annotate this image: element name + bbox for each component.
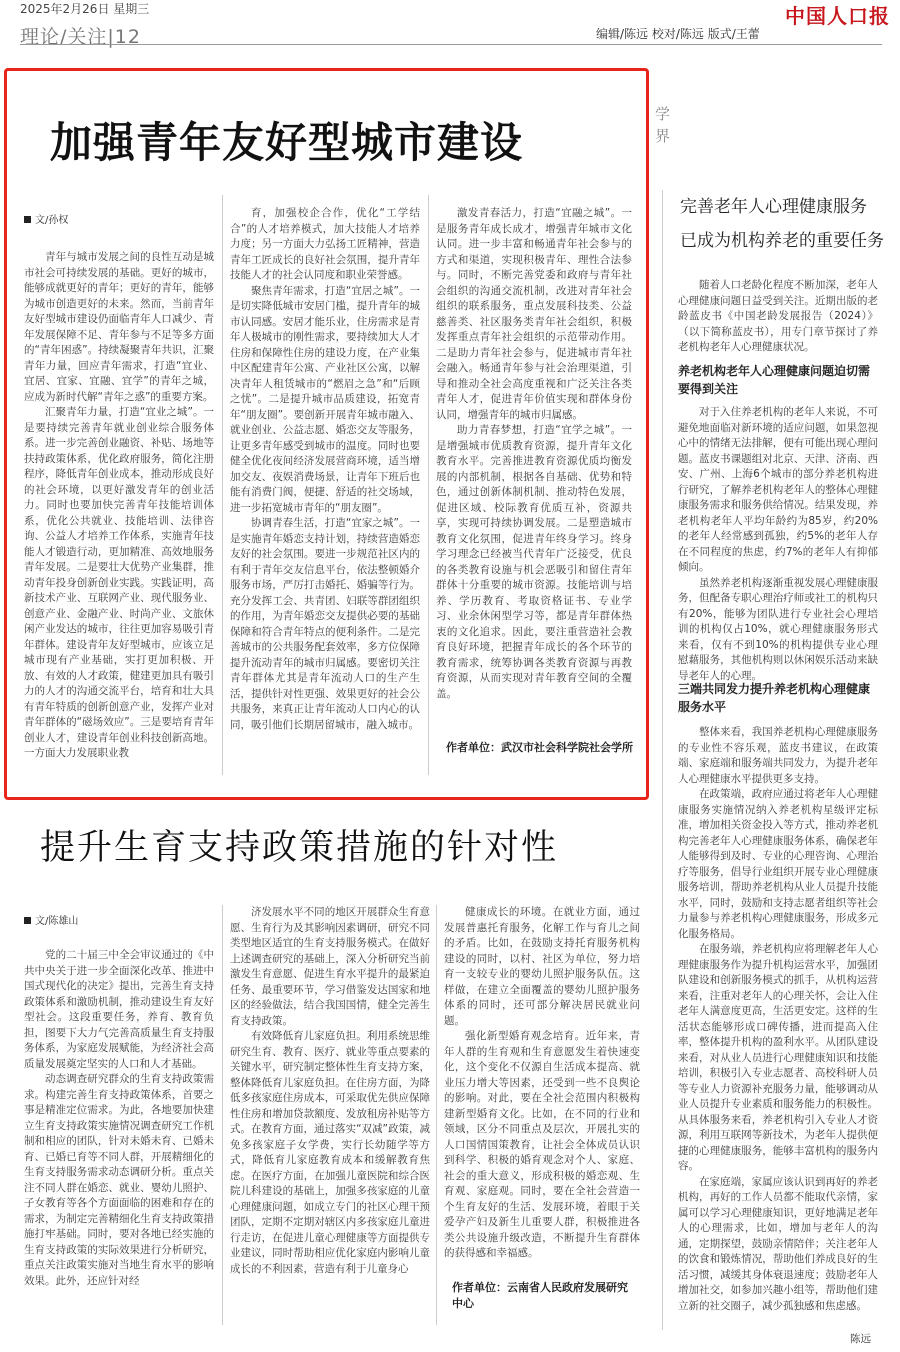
column-divider (436, 905, 437, 1325)
sidebar-subheading-2: 三端共同发力提升养老机构心理健康服务水平 (678, 682, 871, 714)
sidebar-intro (678, 278, 878, 353)
sidebar-title-line: 完善老年人心理健康服务 (680, 197, 867, 217)
article1-column-3 (436, 206, 632, 734)
paragraph: 协调青春生活，打造“宜家之城”。一是实施青年婚恋支持计划，持续营造婚恋友好的社会氛围。要进一步规范社区内的有利于青年交友信息平台，依法整顿婚介服务市场，严厉打击婚托、婚骗等行为。充分发挥工会、共青团、妇联等群团组织的作用，为青年婚恋交友提供必要的基础保障和符合青年特点的便利条件。二是完善城市的公共服务配套效率，多方位保障提升流动青年的城市归属感。要密切关注青年群体尤其是青年流动人口的生产生活，提供针对性更强、效果更好的社会公共服务，来真正让青年流动人口内心的认同，吸引他们长期居留城市，融入城市。 (230, 517, 420, 731)
paragraph: 在家庭端，家属应该认识到再好的养老机构，再好的工作人员都不能取代亲情，家属可以学习心理健康知识，更好地满足老年人的心理需求，比如，增加与老年人的沟通，定期探望，鼓励亲情陪伴；关注老年人的饮食和锻炼情况，帮助他们养成良好的生活习惯，减缓其身体衰退速度；鼓励老年人增加社交，如参加兴趣小组等，帮助他们建立新的社交圈子，减少孤独感和焦虑感。 (678, 1175, 878, 1312)
article1-affiliation: 作者单位：武汉市社会科学院社会学所 (446, 741, 633, 754)
article2-byline (24, 912, 78, 927)
sidebar-signature: 陈远 (850, 1333, 871, 1345)
article2-column-1 (24, 948, 214, 1324)
sidebar-divider (662, 190, 663, 1330)
issue-date: 2025年2月26日 星期三 (20, 2, 150, 16)
header-divider (20, 44, 882, 45)
column-divider (222, 195, 223, 775)
article2-title: 提升生育支持政策措施的针对性 (40, 828, 559, 868)
sidebar-section-1 (678, 405, 878, 682)
newspaper-logo: 中国人口报 (785, 4, 890, 28)
paragraph: 对于入住养老机构的老年人来说，不可避免地面临对新环境的适应问题，如果忽视心中的情绪无法排解，便有可能出现心理问题。蓝皮书课题组对北京、天津、济南、西安、广州、上海6个城市的部分养老机构进行研究，了解养老机构老年人的整体心理健康服务需求和服务供给情况。结果发现，养老机构老年人平均年龄约为85岁，约20%的老年人经常感到孤独，约5%的老年人存在不同程度的焦虑，约7%的老年人有抑郁倾向。 (678, 406, 878, 573)
article1-column-1 (24, 250, 214, 780)
column-divider (222, 905, 223, 1325)
sidebar-title (680, 190, 884, 258)
article1-title: 加强青年友好型城市建设 (50, 118, 524, 167)
paragraph: 随着人口老龄化程度不断加深，老年人心理健康问题日益受到关注。近期出版的老龄蓝皮书《中国老龄发展报告（2024）》（以下简称蓝皮书），用专门章节探讨了养老机构老年人心理健康状况。 (678, 279, 878, 353)
article2-column-3 (444, 905, 640, 1273)
paragraph: 育，加强校企合作，优化“工学结合”的人才培养模式，加大技能人才培养力度；另一方面大力弘扬工匠精神，营造青年工匠成长的良好社会氛围，提升青年技能人才的社会认同度和职业荣誉感。 (230, 207, 420, 281)
paragraph: 聚焦青年需求，打造“宜居之城”。一是切实降低城市安居门槛，提升青年的城市认同感。安居才能乐业，住房需求是青年人极城市的刚性需求，要持续加大人才住房和保障性住房的建设力度，在产业集中区配建青年公寓、产业社区公寓，以解决青年人租赁城市的“燃眉之急”和“后顾之忧”。二是提升城市品质建设，拓宽青年“朋友圈”。要创新开展青年城市融入、就业创业、公益志愿、婚恋交友等服务，让更多青年感受到城市的温度。同时也要健全优化夜间经济发展营商环境，适当增加交友、夜娱消费场景，让青年下班后也能有消费门阀，便捷、舒适的社交场域，进一步拓宽城市青年的“朋友圈”。 (230, 284, 420, 514)
paragraph: 激发青春活力，打造“宜融之城”。一是服务青年成长成才，增强青年城市文化认同。进一步丰富和畅通青年社会参与的方式和渠道，实现积极青年、理性合法参与。同时，不断完善党委和政府与青年社会组织的沟通交流机制，改进对青年社会组织的联系服务，重点发展科技类、公益慈善类、社区服务类青年社会组织，积极发挥重点青年社会组织的示范带动作用。二是助力青年社会参与，促进城市青年社会融入。畅通青年参与社会治理渠道，引导和推动全社会高度重视和广泛关注各类青年人才，促进青年价值实现和群体身份认同，增强青年的城市归属感。 (436, 207, 632, 421)
paragraph: 虽然养老机构逐渐重视发展心理健康服务，但配备专职心理治疗师或社工的机构只有20%，能够为团队进行专业社会心理培训的机构仅占10%，就心理健康服务形式来看，仅有不到10%的机构提供专业心理慰藉服务，其他机构则以休闲娱乐活动来缺导老年人的心理。 (678, 576, 878, 682)
paragraph: 党的二十届三中全会审议通过的《中共中央关于进一步全面深化改革、推进中国式现代化的决定》提出，完善生育支持政策体系和激励机制，推动建设生育友好型社会。这段重要任务，养育、教育负担，图要下大力气完善高质量生育支持服务体系，为家庭发展赋能，为经济社会高质量发展奠定坚实的人口和人才基础。 (24, 949, 214, 1070)
editor-credits: 编辑/陈远 校对/陈远 版式/王蕾 (596, 27, 760, 41)
paragraph: 强化新型婚育观念培育。近年来，青年人群的生育观和生育意愿发生着快速变化，这个变化不仅源自生活成本提高、就业压力增大等因素，还受到一些不良舆论的影响。对此，要在全社会范围内积极构建新型婚育文化。比如，在不同的行业和领域，区分不同重点及层次，开展扎实的人口国情国策教育，让社会全体成员认识到科学、积极的婚育观念对个人、家庭、社会的重大意义，形成积极的婚恋观、生育观、家庭观。同时，要在全社会营造一个生育友好的生活、发展环境，着眼于关爱孕产妇及新生儿重要人群，积极推进各类公共设施升级改造，不断提升生育群体的获得感和幸福感。 (444, 1030, 640, 1259)
paragraph: 有效降低育儿家庭负担。利用系统思维研究生育、教育、医疗、就业等重点要素的关键水平，研究制定整体性生育支持方案，整体降低育儿家庭负担。在住房方面，为降低多孩家庭住房成本，可采取优先供应保障性住房和增加贷款额度、发放租房补贴等方式。在教育方面，通过落实“双减”政策，减免多孩家庭子女学费，实行长幼随学等方式，降低育儿家庭教育成本和缓解教育焦虑。在医疗方面，在加强儿童医院和综合医院儿科建设的基础上，加强多孩家庭的儿童心理健康问题，如成立专门的社区心理干预团队，定期不定期对辖区内多孩家庭儿童进行走访，在促进儿童心理健康等方面提供专业建议，同时帮助相应优化家庭内影响儿童成长的不利因素，营造有利于儿童身心 (230, 1030, 430, 1275)
paragraph: 健康成长的环境。在就业方面，通过发展普惠托育服务，化解工作与育儿之间的矛盾。比如，在鼓励支持托育服务机构建设的同时，以村、社区为单位，努力培育一支较专业的婴幼儿照护服务队伍。这样做，在建立全面覆盖的婴幼儿照护服务体系的同时，还可部分解决居民就业问题。 (444, 906, 640, 1027)
byline-marker-icon (24, 216, 31, 223)
article1-byline-text: 文/孙权 (35, 215, 69, 226)
paragraph: 助力青春梦想，打造“宜学之城”。一是增强城市优质教育资源，提升青年文化教育水平。完善推进教育资源优质均衡发展的内部机制，根据各自基础、优势和特色，通过创新体制机制、推动特色发展，促进区域、校际教育优质互补，资源共享，实现可持续协调发展。二是塑造城市教育文化氛围，促进青年终身学习。终身学习理念已经被当代青年广泛接受，优良的各类教育设施与机会恶吸引和留住青年群体十分重要的城市资源。技能培训与培养、学历教育、考取资格证书、专业学习、业余休闲型学习等，都是青年群体热衷的文化追求。因此，要注重营造社会教育良好环境，把握青年成长的各个环节的教育需求，统筹协调各类教育资源与再教育资源，从而实现对青年教育空间的全覆盖。 (436, 424, 632, 700)
paragraph: 汇聚青年力量，打造“宜业之城”。一是要持续完善青年就业创业综合服务体系。进一步完善创业融资、补贴、场地等扶持政策体系，优化政府服务，简化注册程序，降低青年创业成本，推动形成良好的社会环境，以更好激发青年的创业活力。同时也要加快完善青年技能培训体系，优化公共就业、技能培训、法律咨询、公益人才培养工作体系，实施青年技能人才锻造行动，更加精准、高效地服务青年发展。二是要壮大优势产业集群，推动青年投身创新创业实践。实践证明，高新技术产业、互联网产业、现代服务业、创意产业、金融产业、时尚产业、文旅休闲产业发达的城市，往往更加容易吸引青年群体。建设青年友好型城市，应该立足城市现有产业基础，实打更加积极、开放、有效的人才政策，健建更加具有吸引力的人才的沟通交流平台，培育和壮大具有青年特质的创新创意产业，发挥产业对青年群体的“磁场效应”。三是要培育青年创业人才，建设青年创业科技创新高地。一方面大力发展职业教 (24, 406, 214, 759)
paragraph: 青年与城市发展之间的良性互动是城市社会可持续发展的基础。更好的城市，能够成就更好的青年；更好的青年，能够为城市创造更好的未来。然而，当前青年友好型城市建设仍面临青年人口减少、青年发展保障不足、青年参与不足等多方面的“青年困惑”。持续凝聚青年共识，汇聚青年力量，回应青年需求，打造“宜业、宜居、宜家、宜融、宜学”的青年之城，应成为新时代解“青年之惑”的重要方案。 (24, 251, 214, 403)
article2-affiliation: 作者单位：云南省人民政府发展研究中心 (452, 1281, 628, 1310)
sidebar-section-label: 学界 (655, 105, 671, 145)
article1-byline (24, 211, 68, 226)
sidebar-subheading-1: 养老机构老年人心理健康问题迫切需要得到关注 (678, 364, 871, 396)
column-divider (428, 195, 429, 775)
paragraph: 在服务端，养老机构应将理解老年人心理健康服务作为提升机构运营水平，加强团队建设和创新服务模式的抓手，从机构运营来看，注重对老年人的心理关怀，会让入住老年人满意度更高，生活更安定。这样的生活状态能够形成口碑传播，进而提高入住率，整体提升机构的盈利水平。从团队建设来看，对从业人员进行心理健康知识和技能培训，积极引入专业志愿者、高校科研人员等专业人力资源补充服务力量，能够调动从业人员提升专业素质和服务能力的积极性。从具体服务来看，养老机构引入专业人才资源，利用互联网等新技术，为老年人提供便捷的心理健康服务，能够丰富机构的服务内容。 (678, 943, 878, 1172)
byline-marker-icon (24, 917, 31, 924)
article1-column-2 (230, 206, 420, 780)
article2-column-2 (230, 905, 430, 1323)
sidebar-section-2 (678, 725, 878, 1323)
article2-byline-text: 文/陈雄山 (35, 916, 79, 927)
paragraph: 济发展水平不同的地区开展群众生育意愿、生育行为及其影响因素调研，研究不同类型地区适宜的生育支持服务模式。在做好上述调查研究的基础上，深入分析研究当前激发生育意愿、促进生育水平提升的最紧迫任务、最重要环节，学习借鉴发达国家和地区的经验做法，结合我国国情，健全完善生育支持政策。 (230, 906, 430, 1027)
paragraph: 整体来看，我国养老机构心理健康服务的专业性不容乐观，蓝皮书建议，在政策端、家庭端和服务端共同发力，为提升老年人心理健康水平提供更多支持。 (678, 726, 878, 785)
paragraph: 在政策端，政府应通过将老年人心理健康服务实施情况纳入养老机构星级评定标准，增加相关资金投入等方式，推动养老机构完善老年人心理健康服务体系，确保老年人能够得到及时、专业的心理咨询、心理治疗等服务，倡导行业组织开展专业心理健康服务培训，帮助养老机构从业人员提升技能水平，同时，鼓励和支持志愿者组织等社会力量参与养老机构心理健康服务，形成多元化服务格局。 (678, 788, 878, 940)
sidebar-title-line: 已成为机构养老的重要任务 (680, 231, 884, 251)
paragraph: 动态调查研究群众的生育支持政策需求。构建完善生育支持政策体系，首要之事是精准定位需求。为此，各地要加快建立生育支持政策实施情况调查研究工作机制和相应的团队，针对未婚未育、已婚未育、已婚已育等不同人群，开展精细化的生育支持服务需求动态调研分析。重点关注不同人群在婚恋、就业、婴幼儿照护、子女教育等各个方面面临的困难和存在的需求，为制定完善精细化生育支持政策措施打牢基础。同时，要对各地已经实施的生育支持政策的实际效果进行分析研究，重点关注政策实施对当地生育水平的影响效果。此外，还应针对经 (24, 1073, 214, 1287)
section-label: 理论/关注|12 (20, 26, 141, 48)
